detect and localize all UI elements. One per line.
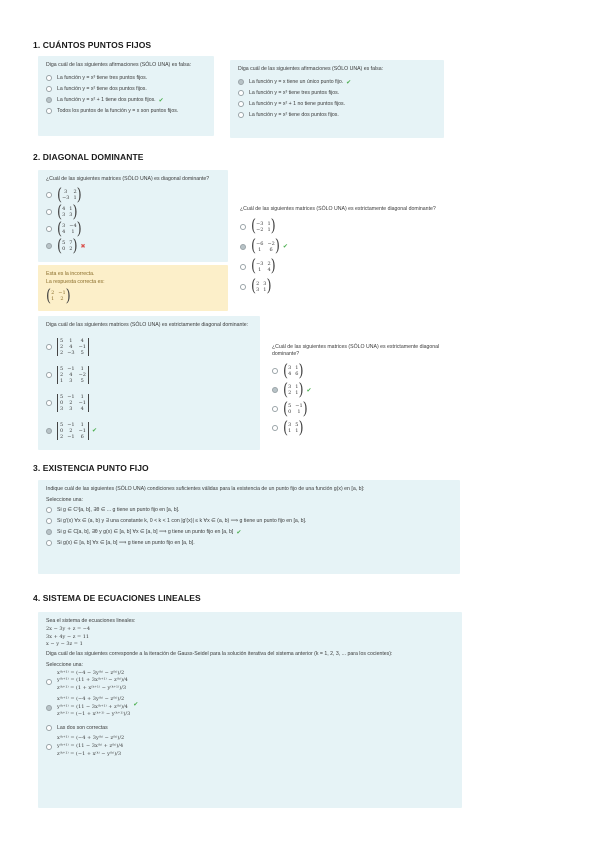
matrix-cell: 1 <box>69 337 73 344</box>
matrix-cell: 3 <box>288 365 292 371</box>
matrix <box>57 219 82 239</box>
radio-button[interactable] <box>46 518 52 524</box>
answer-option[interactable] <box>240 277 442 297</box>
radio-button[interactable] <box>46 243 52 249</box>
answer-option[interactable] <box>240 217 442 237</box>
radio-button[interactable] <box>46 192 52 198</box>
radio-button[interactable] <box>238 79 244 85</box>
answer-option[interactable]: La función y = x² tiene dos puntos fijos. <box>238 110 436 121</box>
matrix-cell: 5 <box>80 349 84 356</box>
radio-button[interactable] <box>240 224 246 230</box>
matrix-cell: −1 <box>67 365 75 372</box>
bracket: ( <box>251 277 257 297</box>
matrix-cell: −2 <box>256 226 264 233</box>
matrix <box>57 236 78 256</box>
matrix-cell: 2 <box>60 296 64 302</box>
matrix-cell: 3 <box>256 286 260 293</box>
radio-button[interactable] <box>46 679 52 685</box>
question-card-2c <box>38 316 260 450</box>
question-text: ¿Cuál de las siguientes matrices (SÓLO UNA) es estrictamente diagonal dominante? <box>240 206 436 212</box>
matrix-cell: 3 <box>69 377 73 384</box>
feedback-box <box>38 265 228 311</box>
matrix-cell: −1 <box>67 433 75 440</box>
matrix-cell: 4 <box>267 266 271 273</box>
matrix-cell: −2 <box>267 240 275 247</box>
bracket: ) <box>274 237 280 257</box>
question-text: Diga cuál de las siguientes afirmaciones (SÓLO UNA) es falsa: <box>238 66 384 72</box>
matrix <box>251 257 276 277</box>
answer-option[interactable]: x⁽ᵏ⁺¹⁾ = (−4 + 3y⁽ᵏ⁾ − z⁽ᵏ⁾)/2 y⁽ᵏ⁺¹⁾ = (11 − 3x⁽ᵏ⁺¹⁾ + z⁽ᵏ⁾)/4 z⁽ᵏ⁺¹⁾ = (−1 + x⁽ᵏ⁺¹⁾ − y⁽ᵏ⁺¹⁾)/3 ✔ <box>46 696 454 719</box>
matrix-cell: −1 <box>295 403 303 409</box>
matrix-cell: 2 <box>256 280 260 287</box>
answer-option[interactable] <box>46 389 252 417</box>
answer-option[interactable]: Las dos son correctas <box>46 722 454 733</box>
radio-button[interactable] <box>46 344 52 350</box>
question-card-2a <box>38 170 228 262</box>
matrix <box>57 366 89 384</box>
answer-option[interactable]: x⁽ᵏ⁺¹⁾ = (−4 + 3y⁽ᵏ⁾ − z⁽ᵏ⁾)/2 y⁽ᵏ⁺¹⁾ = (11 − 3x⁽ᵏ⁾ + z⁽ᵏ⁾)/4 z⁽ᵏ⁺¹⁾ = (−1 + x⁽ᵏ⁾ − y⁽ᵏ⁾)/3 <box>46 735 454 758</box>
check-icon: ✔ <box>346 79 352 86</box>
radio-button[interactable] <box>46 705 52 711</box>
matrix-cell: 3 <box>69 405 73 412</box>
bracket: ( <box>57 185 63 205</box>
matrix-cell: 3 <box>60 405 64 412</box>
answer-option[interactable] <box>272 381 456 400</box>
bracket: ( <box>46 286 52 306</box>
check-icon: ✔ <box>236 529 242 536</box>
matrix-cell: 6 <box>80 433 84 440</box>
answer-option[interactable]: x⁽ᵏ⁺¹⁾ = (−4 − 3y⁽ᵏ⁾ − z⁽ᵏ⁾)/2 y⁽ᵏ⁺¹⁾ = (11 + 3x⁽ᵏ⁺¹⁾ − z⁽ᵏ⁾)/4 z⁽ᵏ⁺¹⁾ = (1 + x⁽ᵏ⁺¹⁾ − y⁽ᵏ⁺¹⁾)/3 <box>46 670 454 693</box>
matrix <box>57 394 89 412</box>
matrix-cell: 2 <box>288 390 292 396</box>
matrix-cell: 2 <box>267 260 271 267</box>
answer-option[interactable]: La función y = x² + 1 no tiene puntos fijos. <box>238 99 436 110</box>
radio-button[interactable] <box>240 284 246 290</box>
matrix-cell: 3 <box>64 189 68 196</box>
bracket: ) <box>266 277 272 297</box>
answer-option[interactable]: La función y = x³ tiene tres puntos fijos. <box>46 73 206 84</box>
matrix <box>283 361 304 381</box>
matrix-cell: 1 <box>69 206 73 213</box>
check-icon: ✔ <box>91 428 97 435</box>
matrix-cell: 4 <box>80 405 84 412</box>
question-card-4 <box>38 612 462 808</box>
question-text: Indique cuál de las siguientes (SÓLO UNA) condiciones suficientes válidas para la existencia de un punto fijo de una función g(x) en [a, b]: <box>46 486 365 492</box>
section-title-3: 3. EXISTENCIA PUNTO FIJO <box>33 463 149 473</box>
matrix-cell: 1 <box>295 390 299 396</box>
feedback-subtitle: La respuesta correcta es: <box>46 278 105 285</box>
answer-option[interactable] <box>46 221 220 238</box>
radio-button[interactable] <box>238 90 244 96</box>
answer-option[interactable] <box>272 400 456 419</box>
feedback-title: Esta es la incorrecta. <box>46 271 95 277</box>
matrix <box>283 399 308 419</box>
answer-option[interactable]: Si g ∈ C[a, b], ∃θ y g(x) ∈ [a, b] ∀x ∈ [a, b] ⟹ g tiene un punto fijo en [a, b] ✔ <box>46 527 452 538</box>
matrix-cell: 6 <box>295 371 299 377</box>
radio-button[interactable] <box>46 226 52 232</box>
matrix-cell: 7 <box>69 240 73 247</box>
question-text: Diga cuál de las siguientes matrices (SÓLO UNA) es estrictamente diagonal dominante: <box>46 322 249 328</box>
matrix-cell: 5 <box>60 337 64 344</box>
matrix-cell: 2 <box>60 343 64 350</box>
matrix-cell: −3 <box>256 220 264 227</box>
answer-option[interactable] <box>46 361 252 389</box>
matrix-cell: −1 <box>78 343 86 350</box>
radio-button[interactable] <box>46 529 52 535</box>
matrix <box>57 422 89 440</box>
radio-button[interactable] <box>272 406 278 412</box>
section-title-1: 1. CUÁNTOS PUNTOS FIJOS <box>33 40 152 50</box>
answer-option[interactable]: La función y = x² + 1 tiene dos puntos fijos. ✔ <box>46 95 206 106</box>
radio-button[interactable] <box>46 744 52 750</box>
matrix-cell: 1 <box>73 195 77 202</box>
matrix-cell: 5 <box>60 421 64 428</box>
bracket: ( <box>251 257 257 277</box>
bracket: ( <box>57 219 63 239</box>
matrix-cell: 4 <box>69 343 73 350</box>
matrix-options <box>272 362 456 438</box>
question-text: Diga cuál de las siguientes corresponde a la iteración de Gauss-Seidel para la solución iterativa del sistema anterior (k = 1, 2, 3, ... para los cocientes): <box>46 651 393 657</box>
matrix <box>251 277 272 297</box>
bracket: ) <box>298 361 304 381</box>
question-card-3 <box>38 480 460 574</box>
matrix-cell: 4 <box>80 337 84 344</box>
matrix-options <box>240 217 442 297</box>
cross-icon: ✖ <box>80 243 86 250</box>
radio-button[interactable] <box>46 400 52 406</box>
radio-button[interactable] <box>272 368 278 374</box>
matrix-cell: 1 <box>267 226 271 233</box>
matrix <box>283 418 304 438</box>
matrix <box>57 338 89 356</box>
radio-button[interactable] <box>46 507 52 513</box>
question-card-2d <box>264 338 464 448</box>
radio-button[interactable] <box>46 540 52 546</box>
bracket: ) <box>270 257 276 277</box>
answer-option[interactable]: La función y = x³ tiene tres puntos fijos. <box>238 88 436 99</box>
matrix-cell: 1 <box>295 365 299 371</box>
matrix <box>46 286 71 306</box>
matrix-cell: 2 <box>69 246 73 253</box>
answer-option[interactable] <box>240 257 442 277</box>
answer-option[interactable] <box>272 362 456 381</box>
matrix-cell: −6 <box>256 240 264 247</box>
matrix-cell: 5 <box>80 377 84 384</box>
matrix-cell: −3 <box>67 349 75 356</box>
matrix-cell: 4 <box>62 206 66 213</box>
bracket: ) <box>65 286 71 306</box>
question-text: ¿Cuál de las siguientes matrices (SÓLO UNA) es estrictamente diagonal dominante? <box>272 344 440 357</box>
matrix-cell: 2 <box>60 371 64 378</box>
bracket: ( <box>283 399 289 419</box>
answer-option[interactable]: La función y = x² tiene dos puntos fijos. <box>46 84 206 95</box>
bracket: ( <box>283 361 289 381</box>
matrix-cell: −1 <box>67 421 75 428</box>
question-text: Diga cuál de las siguientes afirmaciones (SÓLO UNA) es falsa: <box>46 62 192 68</box>
matrix-cell: 4 <box>69 371 73 378</box>
radio-button[interactable] <box>240 244 246 250</box>
matrix-cell: −1 <box>58 290 66 296</box>
matrix-cell: 6 <box>269 246 273 253</box>
matrix-cell: 5 <box>288 403 292 409</box>
radio-button[interactable] <box>46 86 52 92</box>
answer-option[interactable]: Si g ∈ C¹[a, b], ∃θ ∈ ... g tiene un punto fijo en [a, b]. <box>46 505 452 516</box>
answer-option[interactable] <box>46 238 220 255</box>
matrix-cell: 1 <box>258 246 262 253</box>
bracket: ) <box>298 418 304 438</box>
matrix <box>251 237 280 257</box>
matrix-cell: 3 <box>288 422 292 428</box>
matrix-cell: 2 <box>51 290 55 296</box>
matrix-cell: 1 <box>267 220 271 227</box>
matrix-cell: 1 <box>80 421 84 428</box>
answer-option[interactable] <box>240 237 442 257</box>
matrix-cell: 5 <box>295 422 299 428</box>
matrix-cell: −2 <box>78 371 86 378</box>
radio-button[interactable] <box>272 387 278 393</box>
matrix <box>57 185 82 205</box>
matrix-cell: 4 <box>288 371 292 377</box>
check-icon: ✔ <box>133 701 139 708</box>
matrix-cell: 1 <box>60 377 64 384</box>
question-text: ¿Cuál de las siguientes matrices (SÓLO UNA) es diagonal dominante? <box>46 176 210 182</box>
bracket: ) <box>270 217 276 237</box>
matrix-cell: 1 <box>80 365 84 372</box>
answer-option[interactable]: Si g′(x) ∀x ∈ (a, b) y ∃ una constante k, 0 < k < 1 con |g′(x)| ≤ k ∀x ∈ (a, b) ⟹ g tiene un punto fijo en [a, b]. <box>46 516 452 527</box>
equation-system: 2x − 3y + z = −4 3x + 4y − z = 11 x − y − 3z = 1 <box>46 625 91 648</box>
matrix-cell: 0 <box>288 409 292 415</box>
radio-button[interactable] <box>238 101 244 107</box>
matrix-cell: 4 <box>62 229 66 236</box>
matrix-options <box>46 187 220 255</box>
answer-option[interactable]: Todos los puntos de la función y = x son puntos fijos. <box>46 106 206 117</box>
section-title-2: 2. DIAGONAL DOMINANTE <box>33 152 144 162</box>
answer-option[interactable]: La función y = x tiene un único punto fijo. ✔ <box>238 77 436 88</box>
matrix-cell: 5 <box>60 393 64 400</box>
matrix-cell: 1 <box>295 428 299 434</box>
matrix-cell: 5 <box>60 365 64 372</box>
question-card-1a <box>38 56 214 136</box>
matrix-cell: −1 <box>78 427 86 434</box>
bracket: ) <box>72 202 78 222</box>
radio-button[interactable] <box>46 209 52 215</box>
matrix-options <box>46 333 252 445</box>
radio-button[interactable] <box>46 372 52 378</box>
radio-button[interactable] <box>46 75 52 81</box>
matrix-cell: 3 <box>62 223 66 230</box>
select-label: Seleccione una: <box>46 661 83 668</box>
matrix-cell: 1 <box>71 229 75 236</box>
radio-button[interactable] <box>46 725 52 731</box>
answer-option[interactable] <box>46 417 252 445</box>
matrix-cell: 1 <box>263 286 267 293</box>
bracket: ( <box>251 237 257 257</box>
question-intro: Sea el sistema de ecuaciones lineales: <box>46 618 136 624</box>
matrix-cell: 1 <box>80 393 84 400</box>
bracket: ) <box>298 380 304 400</box>
answer-option[interactable] <box>272 419 456 438</box>
matrix-cell: 0 <box>60 399 64 406</box>
bracket: ( <box>283 380 289 400</box>
section-title-4: 4. SISTEMA DE ECUACIONES LINEALES <box>33 593 201 603</box>
check-icon: ✔ <box>158 97 164 104</box>
bracket: ( <box>57 236 63 256</box>
bracket: ( <box>57 202 63 222</box>
matrix-cell: −4 <box>69 223 77 230</box>
bracket: ( <box>283 418 289 438</box>
matrix-cell: 0 <box>62 246 66 253</box>
check-icon: ✔ <box>306 387 312 394</box>
matrix <box>251 217 276 237</box>
matrix-cell: 2 <box>60 349 64 356</box>
matrix-cell: −3 <box>62 195 70 202</box>
question-card-2b <box>232 200 450 308</box>
matrix-cell: −3 <box>256 260 264 267</box>
bracket: ) <box>76 185 82 205</box>
matrix-cell: 3 <box>263 280 267 287</box>
radio-button[interactable] <box>46 97 52 103</box>
matrix-cell: 3 <box>62 212 66 219</box>
radio-button[interactable] <box>272 425 278 431</box>
matrix-cell: 2 <box>60 433 64 440</box>
feedback-matrix <box>46 287 220 305</box>
bracket: ( <box>251 217 257 237</box>
answer-option[interactable] <box>46 333 252 361</box>
question-card-1b <box>230 60 444 138</box>
bracket: ) <box>72 236 78 256</box>
matrix-cell: 3 <box>69 212 73 219</box>
matrix-cell: 2 <box>73 189 77 196</box>
matrix-cell: −1 <box>78 399 86 406</box>
matrix-cell: −1 <box>67 393 75 400</box>
answer-option[interactable] <box>46 204 220 221</box>
select-label: Seleccione una: <box>46 496 83 503</box>
matrix-cell: 1 <box>297 409 301 415</box>
radio-button[interactable] <box>240 264 246 270</box>
matrix-cell: 1 <box>288 428 292 434</box>
matrix-cell: 1 <box>51 296 55 302</box>
bracket: ) <box>76 219 82 239</box>
matrix-cell: 5 <box>62 240 66 247</box>
radio-button[interactable] <box>46 108 52 114</box>
answer-option[interactable]: Si g(x) ∈ [a, b] ∀x ∈ [a, b] ⟹ g tiene un punto fijo en [a, b]. <box>46 538 452 549</box>
radio-button[interactable] <box>238 112 244 118</box>
matrix <box>57 202 78 222</box>
matrix <box>283 380 304 400</box>
matrix-cell: 1 <box>295 384 299 390</box>
matrix-cell: 2 <box>69 399 73 406</box>
matrix-cell: 2 <box>69 427 73 434</box>
matrix-cell: 1 <box>258 266 262 273</box>
radio-button[interactable] <box>46 428 52 434</box>
matrix-cell: 0 <box>60 427 64 434</box>
answer-option[interactable] <box>46 187 220 204</box>
bracket: ) <box>302 399 308 419</box>
matrix-cell: 3 <box>288 384 292 390</box>
check-icon: ✔ <box>282 244 288 251</box>
